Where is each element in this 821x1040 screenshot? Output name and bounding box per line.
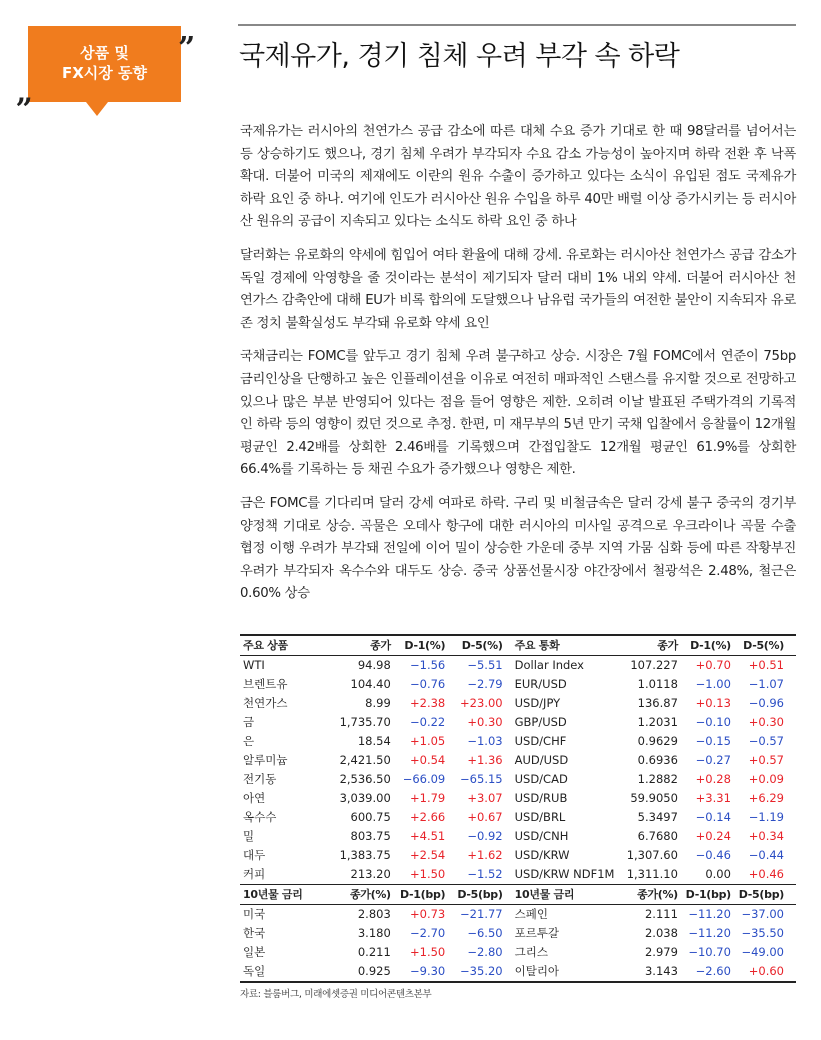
cell-d5-2: −37.00 — [741, 907, 784, 921]
cell-d5-2: +6.29 — [748, 791, 784, 805]
cell-name: WTI — [243, 658, 265, 672]
cell-d5: +1.36 — [467, 753, 503, 767]
cell-name-2: 이탈리아 — [503, 962, 616, 982]
paragraph-commodities: 금은 FOMC를 기다리며 달러 강세 여파로 하락. 구리 및 비철금속은 달러 강세 불구 중국의 경기부양정책 기대로 상승. 곡물은 오데사 항구에 대한 러시아의 미사일 공격으로 우크라이나 곡물 수출 협정 이행 우려가 부각돼 전일에 이어 밀이 상승한 가운데 중부 지역 가뭄 심화 등에 따른 작황부진 우려가 부각되자 옥수수와 대두도 상승. 중국 상품선물시장 야간장에서 철광석은 2.48%, 철근은 0.60% 상승 — [240, 495, 796, 602]
market-table-wrapper — [240, 634, 796, 983]
cell-name: 아연 — [243, 791, 266, 805]
cell-name-2: Dollar Index — [514, 658, 584, 672]
cell-d5-2: +0.09 — [748, 772, 784, 786]
cell-name: 일본 — [243, 945, 266, 959]
cell-close-2: 0.9629 — [637, 734, 678, 748]
cell-d1: −9.30 — [391, 962, 445, 982]
cell-d5-2: +0.30 — [748, 715, 784, 729]
col-header-d1-2: D-1(%) — [678, 635, 731, 656]
cell-d1-2: +0.28 — [695, 772, 731, 786]
col-header-d5-2: D-5(bp) — [731, 885, 796, 905]
cell-name: 전기동 — [243, 772, 277, 786]
cell-d1-2: −0.27 — [695, 753, 731, 767]
cell-d5-2: −35.50 — [741, 926, 784, 940]
cell-d5: +0.67 — [467, 810, 503, 824]
table-row — [240, 732, 796, 751]
cell-close: 0.211 — [357, 945, 391, 959]
cell-d5: −1.03 — [467, 734, 503, 748]
table-row — [240, 675, 796, 694]
cell-d1: +2.38 — [410, 696, 446, 710]
table-body-bond-yields — [240, 905, 796, 983]
cell-d1: −0.76 — [410, 677, 446, 691]
table-header-commodities-fx — [240, 635, 796, 656]
cell-d1-2: −11.20 — [688, 907, 731, 921]
cell-name-2: 스페인 — [514, 907, 548, 921]
cell-name: 천연가스 — [243, 696, 288, 710]
cell-d5: −21.77 — [460, 907, 503, 921]
cell-close-2: 1.2031 — [637, 715, 678, 729]
cell-name: 독일 — [240, 962, 322, 982]
cell-close-2: 2.979 — [644, 945, 678, 959]
table-row — [240, 962, 796, 982]
cell-d5: +0.30 — [467, 715, 503, 729]
cell-d1: +1.50 — [410, 945, 446, 959]
cell-d1: +0.54 — [410, 753, 446, 767]
cell-close: 2,421.50 — [339, 753, 391, 767]
cell-d1: −66.09 — [402, 772, 446, 786]
col-header-d5-2: D-5(%) — [731, 635, 796, 656]
cell-d1-2: −11.20 — [688, 926, 731, 940]
cell-d1: −2.70 — [410, 926, 446, 940]
cell-close-2: 2.111 — [644, 907, 678, 921]
col-header-d5: D-5(%) — [445, 635, 502, 656]
cell-d5-2: +0.57 — [748, 753, 784, 767]
cell-close: 2,536.50 — [339, 772, 391, 786]
page-title: 국제유가, 경기 침체 우려 부각 속 하락 — [239, 41, 680, 72]
cell-d1: +1.50 — [410, 867, 446, 881]
cell-name: 알루미늄 — [243, 753, 288, 767]
table-row — [240, 656, 796, 676]
cell-name: 대두 — [243, 848, 266, 862]
col-header-d5: D-5(bp) — [445, 885, 502, 905]
cell-d1: +2.66 — [410, 810, 446, 824]
cell-d1: +1.05 — [410, 734, 446, 748]
cell-d1: +1.79 — [410, 791, 446, 805]
col-header-name: 10년물 금리 — [240, 885, 322, 905]
cell-name-2: USD/RUB — [514, 791, 568, 805]
table-row — [240, 827, 796, 846]
cell-d5-2: −1.19 — [748, 810, 784, 824]
cell-d5-2: +0.34 — [748, 829, 784, 843]
cell-d5: −2.79 — [467, 677, 503, 691]
col-header-name-2: 10년물 금리 — [503, 885, 616, 905]
col-header-close: 종가(%) — [322, 885, 391, 905]
cell-d5: −6.50 — [467, 926, 503, 940]
cell-name-2: AUD/USD — [514, 753, 569, 767]
table-row — [240, 694, 796, 713]
cell-d5: −65.15 — [460, 772, 503, 786]
cell-d1: −0.22 — [410, 715, 446, 729]
cell-d5-2: −1.07 — [748, 677, 784, 691]
cell-d1-2: +0.70 — [695, 658, 731, 672]
cell-close-2: 1,307.60 — [626, 848, 678, 862]
col-header-name: 주요 상품 — [240, 635, 322, 656]
cell-d5: +3.07 — [467, 791, 503, 805]
cell-d5-2: +0.51 — [748, 658, 784, 672]
cell-d5: +23.00 — [460, 696, 503, 710]
cell-name: 옥수수 — [243, 810, 277, 824]
cell-close: 3,039.00 — [339, 791, 391, 805]
cell-d1-2: −0.14 — [695, 810, 731, 824]
cell-close-2: 0.6936 — [637, 753, 678, 767]
col-header-name-2: 주요 통화 — [503, 635, 616, 656]
cell-name-2: EUR/USD — [514, 677, 567, 691]
cell-close: 94.98 — [357, 658, 391, 672]
cell-close-2: 1.0118 — [637, 677, 678, 691]
cell-close-2: 136.87 — [637, 696, 678, 710]
cell-d5-2: −0.44 — [748, 848, 784, 862]
table-row — [240, 905, 796, 925]
table-row — [240, 865, 796, 885]
cell-close-2: 3.143 — [616, 962, 678, 982]
cell-name-2: USD/CAD — [514, 772, 568, 786]
cell-d1-2: −10.70 — [688, 945, 731, 959]
cell-close: 8.99 — [365, 696, 391, 710]
cell-name: 한국 — [243, 926, 266, 940]
table-row — [240, 713, 796, 732]
paragraph-oil: 국제유가는 러시아의 천연가스 공급 감소에 따른 대체 수요 증가 기대로 한 때 98달러를 넘어서는 등 상승하기도 했으나, 경기 침체 우려가 부각되자 수요 감소 가능성이 높아지며 하락 전환 후 낙폭 확대. 더불어 미국의 제재에도 이란의 원유 수출이 증가하고 있다는 소식이 유입된 점도 국제유가 하락 요인 중 하나. 여기에 인도가 러시아산 원유 수입을 하루 40만 배럴 이상 증가시키는 등 러시아산 원유의 공급이 지속되고 있다는 소식도 하락 요인 중 하나 — [240, 124, 796, 230]
cell-close: 18.54 — [357, 734, 391, 748]
paragraph-dollar: 달러화는 유로화의 약세에 힘입어 여타 환율에 대해 강세. 유로화는 러시아산 천연가스 공급 감소가 독일 경제에 악영향을 줄 것이라는 분석이 제기되자 달러 대비 1% 내외 약세. 더불어 러시아산 천연가스 감축안에 대해 EU가 비록 합의에 도달했으나 남유럽 국가들의 여전한 불안이 지속되자 유로존 정치 불확실성도 부각돼 유로화 약세 요인 — [240, 247, 796, 331]
cell-close: 2.803 — [357, 907, 391, 921]
cell-d5: −1.52 — [467, 867, 503, 881]
cell-d1: +4.51 — [410, 829, 446, 843]
table-row — [240, 751, 796, 770]
cell-name-2: USD/KRW NDF1M — [514, 867, 615, 881]
cell-d1-2: −0.15 — [695, 734, 731, 748]
col-header-d1: D-1(%) — [391, 635, 445, 656]
cell-name-2: USD/CNH — [514, 829, 569, 843]
cell-close-2: 6.7680 — [637, 829, 678, 843]
cell-d5: +1.62 — [467, 848, 503, 862]
cell-close: 104.40 — [350, 677, 391, 691]
cell-name: 은 — [243, 734, 255, 748]
body-text — [240, 121, 796, 617]
cell-close: 213.20 — [350, 867, 391, 881]
cell-close: 1,735.70 — [339, 715, 391, 729]
table-header-bond-yields — [240, 885, 796, 905]
col-header-close-2: 종가 — [616, 635, 678, 656]
cell-close-2: 1,311.10 — [626, 867, 678, 881]
cell-name: 금 — [243, 715, 255, 729]
cell-close: 0.925 — [322, 962, 391, 982]
cell-close-2: 5.3497 — [637, 810, 678, 824]
cell-d1-2: +3.31 — [695, 791, 731, 805]
cell-d1: −1.56 — [410, 658, 446, 672]
cell-name-2: USD/BRL — [514, 810, 566, 824]
cell-name: 미국 — [243, 907, 266, 921]
cell-name-2: USD/CHF — [514, 734, 567, 748]
cell-d5-2: −0.57 — [748, 734, 784, 748]
paragraph-bonds: 국채금리는 FOMC를 앞두고 경기 침체 우려 불구하고 상승. 시장은 7월 FOMC에서 연준이 75bp 금리인상을 단행하고 높은 인플레이션을 이유로 여전히 매파적인 스탠스를 유지할 것으로 전망하고 있으나 많은 부분 반영되어 있다는 점을 들어 영향은 제한. 오히려 이날 발표된 주택가격의 기록적인 하락 등의 영향이 컸던 것으로 추정. 한편, 미 재무부의 5년 만기 국채 입찰에서 응찰률이 12개월 평균인 2.42배를 상회한 2.46배를 기록했으며 간접입찰도 12개월 평균인 61.9%를 상회한 66.4%를 기록하는 등 채권 수요가 증가했으나 영향은 제한. — [240, 349, 796, 478]
col-header-d1: D-1(bp) — [391, 885, 445, 905]
cell-name-2: 그리스 — [514, 945, 548, 959]
cell-d1-2: −0.46 — [695, 848, 731, 862]
cell-close: 3.180 — [357, 926, 391, 940]
cell-d1-2: −1.00 — [695, 677, 731, 691]
cell-close: 1,383.75 — [339, 848, 391, 862]
cell-d5-2: −0.96 — [748, 696, 784, 710]
table-row — [240, 846, 796, 865]
col-header-close: 종가 — [322, 635, 391, 656]
close-quote-mark: „ — [16, 75, 34, 110]
cell-d1-2: +0.24 — [695, 829, 731, 843]
table-row — [240, 924, 796, 943]
cell-name-2: 포르투갈 — [514, 926, 560, 940]
cell-close-2: 107.227 — [630, 658, 678, 672]
cell-d5: −35.20 — [445, 962, 502, 982]
cell-name: 밀 — [243, 829, 255, 843]
cell-d1: +0.73 — [410, 907, 446, 921]
cell-d1-2: 0.00 — [705, 867, 731, 881]
source-note: 자료: 블룸버그, 미래에셋증권 미디어콘텐츠본부 — [240, 989, 432, 1000]
cell-d1: +2.54 — [410, 848, 446, 862]
cell-d5-2: +0.60 — [731, 962, 796, 982]
col-header-d1-2: D-1(bp) — [678, 885, 731, 905]
col-header-close-2: 종가(%) — [616, 885, 678, 905]
badge-pointer — [86, 102, 108, 116]
cell-d1-2: +0.13 — [695, 696, 731, 710]
cell-close-2: 1.2882 — [637, 772, 678, 786]
title-rule — [238, 24, 796, 26]
cell-name: 브렌트유 — [243, 677, 288, 691]
cell-name-2: USD/JPY — [514, 696, 561, 710]
cell-d5-2: −49.00 — [741, 945, 784, 959]
market-table — [240, 634, 796, 983]
open-quote-mark: ” — [178, 31, 196, 66]
table-row — [240, 808, 796, 827]
cell-d5: −2.80 — [467, 945, 503, 959]
table-row — [240, 770, 796, 789]
cell-close: 600.75 — [350, 810, 391, 824]
cell-name: 커피 — [243, 867, 266, 881]
table-row — [240, 789, 796, 808]
cell-close-2: 59.9050 — [630, 791, 678, 805]
table-body-commodities-fx — [240, 656, 796, 885]
cell-d5: −5.51 — [467, 658, 503, 672]
cell-close-2: 2.038 — [644, 926, 678, 940]
table-row — [240, 943, 796, 962]
cell-close: 803.75 — [350, 829, 391, 843]
cell-d5-2: +0.46 — [748, 867, 784, 881]
cell-d1-2: −0.10 — [695, 715, 731, 729]
cell-name-2: GBP/USD — [514, 715, 567, 729]
cell-name-2: USD/KRW — [514, 848, 570, 862]
cell-d1-2: −2.60 — [678, 962, 731, 982]
cell-d5: −0.92 — [467, 829, 503, 843]
badge-line-1: 상품 및 — [80, 44, 129, 62]
section-badge — [28, 26, 181, 102]
badge-line-2: FX시장 동향 — [62, 64, 147, 82]
